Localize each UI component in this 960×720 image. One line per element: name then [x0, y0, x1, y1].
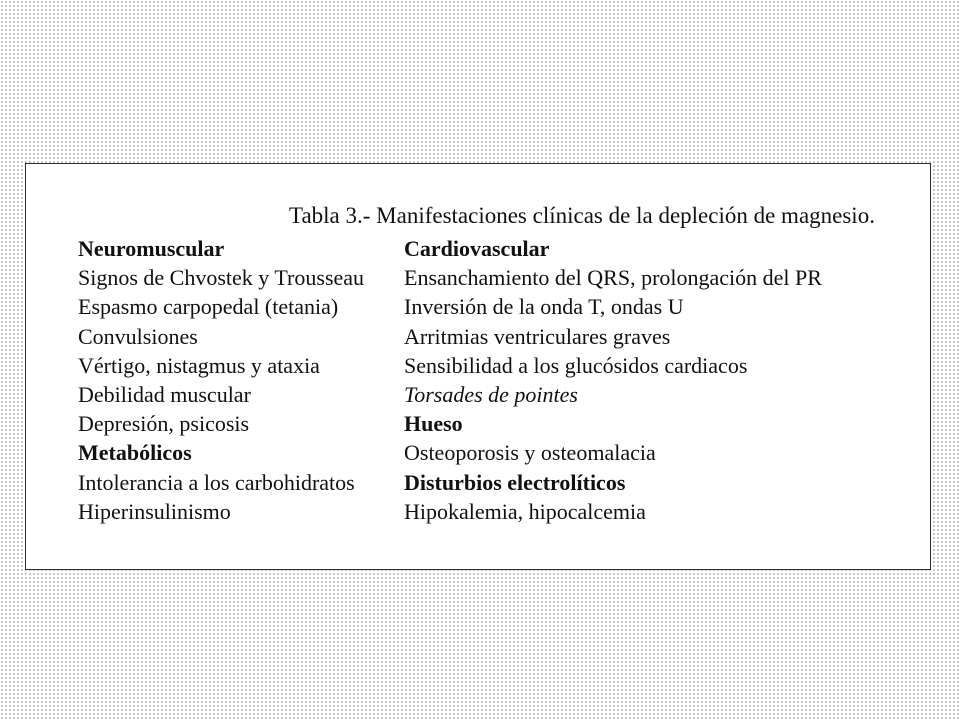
left-line: Convulsiones [78, 323, 198, 349]
right-line: Ensanchamiento del QRS, prolongación del PR [404, 265, 822, 291]
table-title: Tabla 3.- Manifestaciones clínicas de la depleción de magnesio. [289, 203, 875, 228]
left-line: Depresión, psicosis [78, 411, 250, 437]
left-line: Vértigo, nistagmus y ataxia [78, 352, 320, 378]
left-column [78, 234, 364, 526]
left-line: Signos de Chvostek y Trousseau [78, 265, 365, 291]
right-line: Hipokalemia, hipocalcemia [404, 498, 646, 524]
left-line: Intolerancia a los carbohidratos [78, 469, 355, 495]
left-line: Debilidad muscular [78, 381, 251, 407]
right-line: Osteoporosis y osteomalacia [404, 440, 656, 466]
right-line: Inversión de la onda T, ondas U [404, 294, 684, 320]
left-line: Hiperinsulinismo [78, 498, 231, 524]
right-line: Arritmias ventriculares graves [404, 323, 671, 349]
right-column [404, 234, 822, 526]
left-line: Espasmo carpopedal (tetania) [78, 294, 339, 320]
right-line: Cardiovascular [404, 236, 550, 261]
right-line: Hueso [404, 411, 463, 437]
table-panel [25, 163, 931, 570]
right-line: Torsades de pointes [404, 381, 578, 407]
left-line: Neuromuscular [78, 236, 225, 261]
right-line: Sensibilidad a los glucósidos cardiacos [404, 352, 748, 378]
left-line: Metabólicos [78, 440, 192, 466]
right-line: Disturbios electrolíticos [404, 469, 626, 495]
